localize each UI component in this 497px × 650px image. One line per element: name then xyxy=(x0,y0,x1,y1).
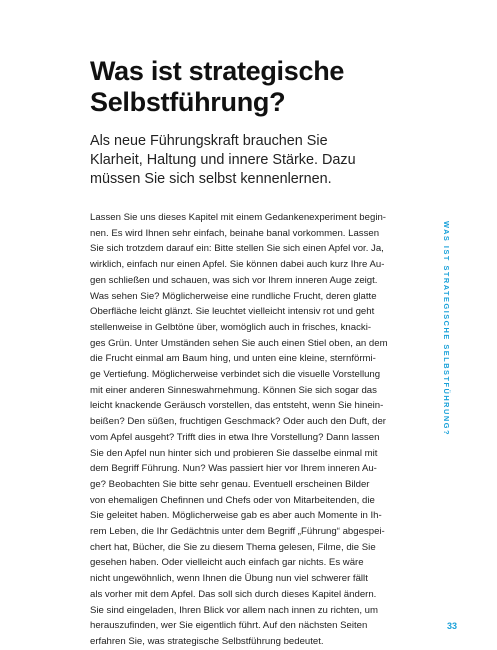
body-line: dem Begriff Führung. Nun? Was passiert hier vor Ihrem inneren Au- xyxy=(90,463,377,475)
lead-paragraph xyxy=(90,132,430,189)
body-line: wirklich, einfach nur einen Apfel. Sie können dabei auch kurz Ihre Au- xyxy=(90,259,385,271)
body-line: Lassen Sie uns dieses Kapitel mit einem Gedankenexperiment begin- xyxy=(90,212,386,223)
body-line: nicht ungewöhnlich, wenn Ihnen die Übung nun viel schwerer fällt xyxy=(90,573,368,585)
lead-line: Als neue Führungskraft brauchen Sie xyxy=(90,133,328,149)
body-line: vom Apfel ausgeht? Trifft dies in etwa Ihre Vorstellung? Dann lassen xyxy=(90,431,380,443)
page-title xyxy=(90,56,420,118)
body-line: mit einer anderen Sinneswahrnehmung. Können Sie sich sogar das xyxy=(90,384,377,396)
running-head: WAS IST STRATEGISCHE SELBSTFÜHRUNG? xyxy=(442,221,451,436)
body-line: Was sehen Sie? Möglicherweise eine rundliche Frucht, deren glatte xyxy=(90,290,377,302)
lead-line: Klarheit, Haltung und innere Stärke. Dazu xyxy=(90,152,356,168)
body-line: leicht knackende Geräusch vorstellen, das entsteht, wenn Sie hinein- xyxy=(90,400,384,412)
body-line: herauszufinden, wer Sie eigentlich führt. Auf den nächsten Seiten xyxy=(90,620,368,632)
body-line: Sie sind eingeladen, Ihren Blick vor allem nach innen zu richten, um xyxy=(90,604,378,616)
body-line: gesehen haben. Oder vielleicht auch einfach gar nichts. Es wäre xyxy=(90,557,364,569)
title-line: Selbstführung? xyxy=(90,87,286,117)
body-line: ges Grün. Unter Umständen sehen Sie auch einen Stiel oben, an dem xyxy=(90,337,388,349)
body-line: rem Leben, die Ihr Gedächtnis unter dem Begriff „Führung“ abgespei- xyxy=(90,526,385,538)
body-line: beißen? Den süßen, fruchtigen Geschmack? Oder auch den Duft, der xyxy=(90,416,386,428)
body-line: ge Vertiefung. Möglicherweise verbindet sich die visuelle Vorstellung xyxy=(90,369,381,381)
body-line: von ehemaligen Chefinnen und Chefs oder von Mitarbeitenden, die xyxy=(90,494,375,506)
body-line: gen schließen und schauen, was sich vor Ihrem inneren Auge zeigt. xyxy=(90,274,378,286)
body-paragraph xyxy=(90,210,420,650)
lead-line: müssen Sie sich selbst kennenlernen. xyxy=(90,171,332,187)
body-line: als vorher mit dem Apfel. Das soll sich durch dieses Kapitel ändern. xyxy=(90,588,377,600)
body-line: chert hat, Bücher, die Sie zu diesem Thema gelesen, Filme, die Sie xyxy=(90,541,376,553)
body-line: erfahren Sie, was strategische Selbstführung bedeutet. xyxy=(90,635,324,647)
body-line: Sie den Apfel nun hinter sich und probieren Sie dasselbe einmal mit xyxy=(90,447,378,459)
page-number: 33 xyxy=(447,621,458,631)
body-line: Sie geleitet haben. Möglicherweise gab es aber auch Momente in Ih- xyxy=(90,510,382,522)
body-line: stellenweise in Gelbtöne über, womöglich auch in frisches, knacki- xyxy=(90,321,372,333)
body-line: Oberfläche leicht glänzt. Sie leuchtet vielleicht intensiv rot und geht xyxy=(90,306,375,318)
body-line: die Frucht einmal am Baum hing, und unten eine kleine, sternförmi- xyxy=(90,353,376,365)
body-line: nen. Es wird Ihnen sehr einfach, beinahe banal vorkommen. Lassen xyxy=(90,227,380,239)
body-line: ge? Beobachten Sie bitte sehr genau. Eventuell erscheinen Bilder xyxy=(90,478,370,490)
body-line: Sie sich trotzdem darauf ein: Bitte stellen Sie sich einen Apfel vor. Ja, xyxy=(90,243,384,255)
title-line: Was ist strategische xyxy=(90,56,345,86)
